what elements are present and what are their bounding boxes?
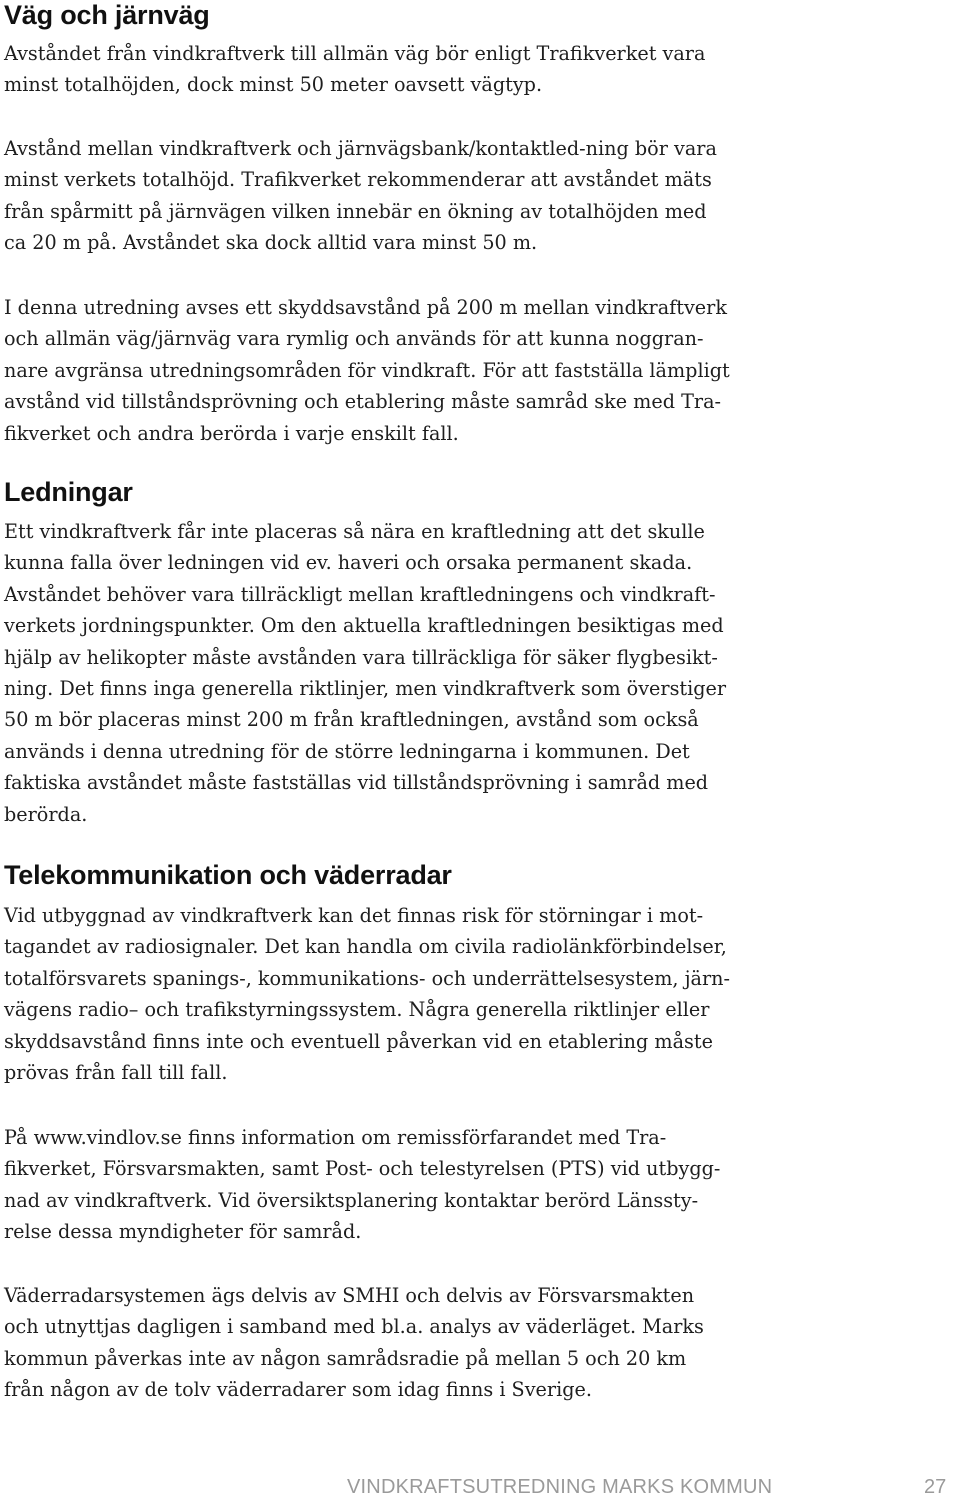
text-line: ning. Det finns inga generella riktlinjer, men vindkraftverk som överstiger xyxy=(4,676,727,700)
text-line: Avståndet från vindkraftverk till allmän väg bör enligt Trafikverket vara xyxy=(4,42,706,65)
paragraph xyxy=(4,133,717,259)
text-line: berörda. xyxy=(4,802,88,826)
text-line: faktiska avståndet måste fastställas vid tillståndsprövning i samråd med xyxy=(4,771,709,795)
text-line: ca 20 m på. Avståndet ska dock alltid vara minst 50 m. xyxy=(4,231,538,255)
paragraph xyxy=(4,900,730,1088)
text-line: Väderradarsystemen ägs delvis av SMHI och delvis av Försvarsmakten xyxy=(4,1284,695,1307)
text-line: Vid utbyggnad av vindkraftverk kan det finnas risk för störningar i mot- xyxy=(4,904,704,927)
text-line: prövas från fall till fall. xyxy=(4,1060,228,1084)
text-line: I denna utredning avses ett skyddsavstånd på 200 m mellan vindkraftverk xyxy=(4,296,727,319)
text-line: nad av vindkraftverk. Vid översiktsplanering kontaktar berörd Länssty- xyxy=(4,1188,699,1212)
section-heading-telekommunikation: Telekommunikation och väderradar xyxy=(4,860,452,890)
paragraph xyxy=(4,516,726,830)
paragraph xyxy=(4,1280,704,1406)
paragraph xyxy=(4,1122,720,1248)
footer-title: VINDKRAFTSUTREDNING MARKS KOMMUN xyxy=(347,1476,773,1498)
text-line: tagandet av radiosignaler. Det kan handla om civila radiolänkförbindelser, xyxy=(4,935,727,959)
text-line: från någon av de tolv väderradarer som idag finns i Sverige. xyxy=(4,1378,592,1402)
text-line: och allmän väg/järnväg vara rymlig och används för att kunna noggran- xyxy=(4,327,704,351)
text-line: fikverket och andra berörda i varje enskilt fall. xyxy=(4,421,459,445)
text-line: hjälp av helikopter måste avstånden vara tillräckliga för säker flygbesikt- xyxy=(4,645,718,669)
text-line: avstånd vid tillståndsprövning och etablering måste samråd ske med Tra- xyxy=(4,390,722,414)
text-line: Avståndet behöver vara tillräckligt mellan kraftledningens och vindkraft- xyxy=(4,582,716,606)
section-heading-vag-och-jarnvag: Väg och järnväg xyxy=(4,0,210,30)
text-line: kommun påverkas inte av någon samrådsradie på mellan 5 och 20 km xyxy=(4,1346,687,1370)
text-line: och utnyttjas dagligen i samband med bl.a. analys av väderläget. Marks xyxy=(4,1315,704,1339)
text-line: fikverket, Försvarsmakten, samt Post- och telestyrelsen (PTS) vid utbygg- xyxy=(4,1157,721,1181)
text-line: relse dessa myndigheter för samråd. xyxy=(4,1220,362,1244)
text-line: På www.vindlov.se finns information om remissförfarandet med Tra- xyxy=(4,1126,667,1149)
text-line: Avstånd mellan vindkraftverk och järnvägsbank/kontaktled-ning bör vara xyxy=(4,137,717,160)
text-line: från spårmitt på järnvägen vilken innebär en ökning av totalhöjden med xyxy=(4,199,707,223)
text-line: 50 m bör placeras minst 200 m från kraftledningen, avstånd som också xyxy=(4,708,699,732)
text-line: minst verkets totalhöjd. Trafikverket rekommenderar att avståndet mäts xyxy=(4,168,712,192)
paragraph xyxy=(4,292,730,449)
text-line: används i denna utredning för de större ledningarna i kommunen. Det xyxy=(4,739,690,763)
text-line: Ett vindkraftverk får inte placeras så nära en kraftledning att det skulle xyxy=(4,520,705,543)
text-line: totalförsvarets spanings-, kommunikations- och underrättelsesystem, järn- xyxy=(4,966,730,990)
text-line: kunna falla över ledningen vid ev. haveri och orsaka permanent skada. xyxy=(4,551,693,575)
page-number: 27 xyxy=(924,1476,947,1498)
paragraph xyxy=(4,38,705,101)
text-line: minst totalhöjden, dock minst 50 meter oavsett vägtyp. xyxy=(4,73,543,97)
section-heading-ledningar: Ledningar xyxy=(4,477,133,507)
text-line: verkets jordningspunkter. Om den aktuella kraftledningen besiktigas med xyxy=(4,614,724,638)
text-line: vägens radio– och trafikstyrningssystem. Några generella riktlinjer eller xyxy=(4,998,710,1022)
text-line: skyddsavstånd finns inte och eventuell påverkan vid en etablering måste xyxy=(4,1029,713,1053)
text-line: nare avgränsa utredningsområden för vindkraft. För att fastställa lämpligt xyxy=(4,358,730,382)
